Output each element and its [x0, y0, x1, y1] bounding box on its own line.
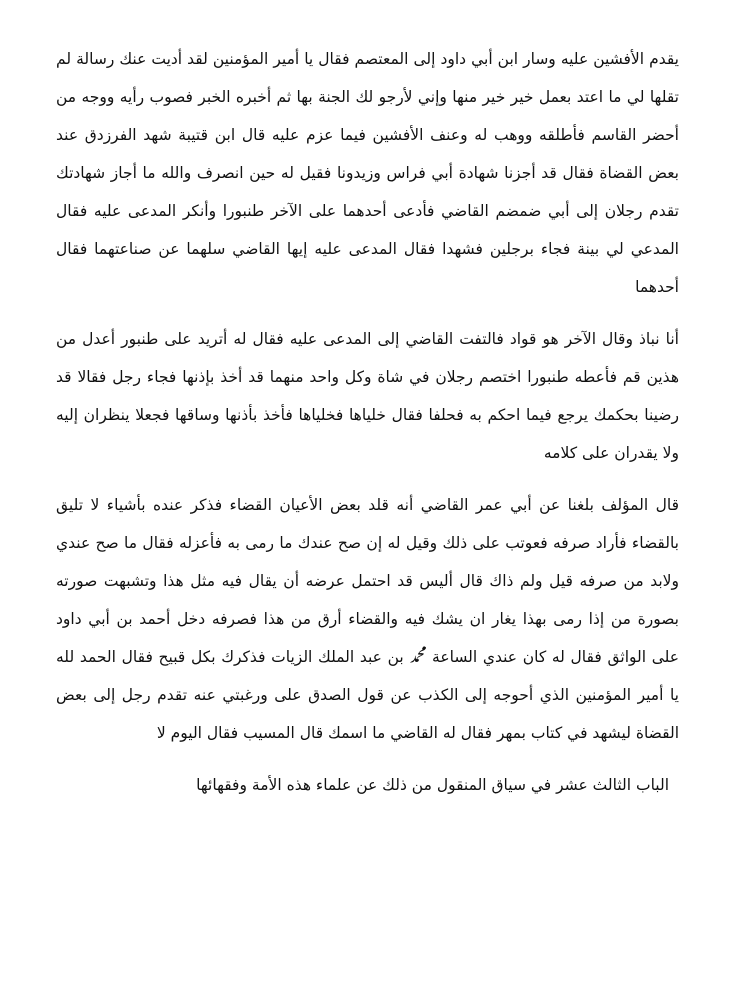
document-page: [56, 40, 679, 820]
paragraph-1: يقدم الأفشين عليه وسار ابن أبي داود إلى المعتصم فقال يا أمير المؤمنين لقد أديت عنك رسالة لم تقلها لي ما اعتد بعمل خير خير منها وإني لأرجو لك الجنة بها ثم أخبره الخبر فصوب رأيه ووجه من أحضر القاسم فأطلقه ووهب له وعنف الأفشين فيما عزم عليه قال ابن قتيبة شهد الفرزدق عند بعض القضاة فقال قد أجزنا شهادة أبي فراس وزيدونا فقيل له حين انصرف والله ما أجاز شهادتك تقدم رجلان إلى أبي ضمضم القاضي فأدعى أحدهما على الآخر طنبورا وأنكر المدعى عليه فقال المدعي لي بينة فجاء برجلين فشهدا فقال المدعى عليه إيها القاضي سلهما عن صناعتهما فقال أحدهما: [56, 50, 679, 296]
paragraph-3: قال المؤلف بلغنا عن أبي عمر القاضي أنه قلد بعض الأعيان القضاء فذكر عنده بأشياء لا تليق بالقضاء فأراد صرفه فعوتب على ذلك وقيل له إن صح عندك ما رمى به فأعزله فقال ما صح عندي ولابد من صرفه قيل ولم ذاك قال أليس قد احتمل عرضه أن يقال فيه مثل هذا وتشبهت صورته بصورة من إذا رمى بهذا يغار ان يشك فيه والقضاء أرق من هذا فصرفه دخل أحمد بن أبي داود على الواثق فقال له كان عندي الساعة ﷴ بن عبد الملك الزيات فذكرك بكل قبيح فقال الحمد لله يا أمير المؤمنين الذي أحوجه إلى الكذب عن قول الصدق على ورغبتي عنه تقدم رجل إلى بعض القضاة ليشهد في كتاب بمهر فقال له القاضي ما اسمك قال المسيب فقال اليوم لا: [56, 496, 679, 742]
chapter-heading: الباب الثالث عشر في سياق المنقول من ذلك عن علماء هذه الأمة وفقهائها: [196, 776, 669, 794]
paragraph-2: أنا نباذ وقال الآخر هو قواد فالتفت القاضي إلى المدعى عليه فقال له أتريد على طنبور أعدل من هذين قم فأعطه طنبورا اختصم رجلان في شاة وكل واحد منهما قد أخذ بإذنها فجاء رجل فقالا قد رضينا بحكمك يرجع فيما احكم به فحلفا فقال خلياها فخلياها فأخذ بأذنها وساقها فجعلا ينظران إليه ولا يقدران على كلامه: [56, 330, 679, 462]
